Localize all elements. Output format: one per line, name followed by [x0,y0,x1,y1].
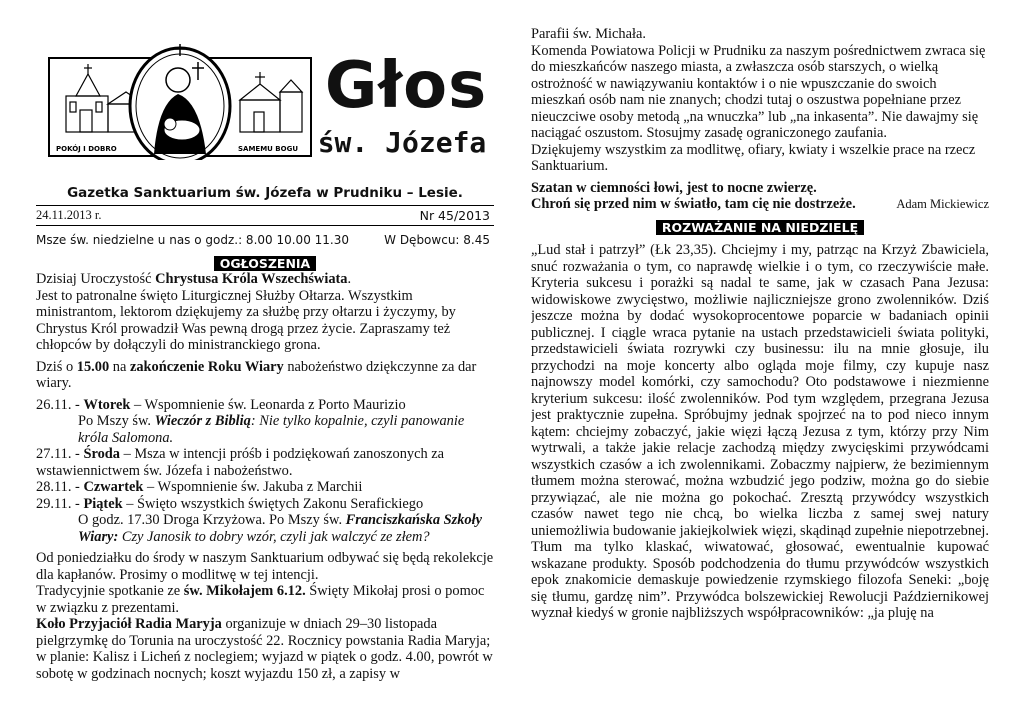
parish-note: Parafii św. Michała. [531,26,646,42]
announcement-year-of-faith: Dziś o 15.00 na zakończenie Roku Wiary nabożeństwo dziękczynne za dar wiary. [36,358,477,391]
logo-right-motto: SAMEMU BOGU [238,145,299,153]
reflection-text: „Lud stał i patrzył” (Łk 23,35). Chciejmy i my, patrząc na Krzyż Zbawiciela, snuć rozważania o tym, co naprawdę wielkie i o tym, co rzeczywiście małe. Kryteria sukcesu i porażki są nadal te same, jak w czasach Pana Jezusa: widowiskowe zwycięstwo, możliwie najliczniejsze grono zwolenników. Dziś jeszcze można by dodać wysokoprocentowe poparcie w badaniach opinii publicznej. I ciągle wraca pytanie na ustach przedstawicieli świata polityki, przedstawicieli świata rozrywki czy businessu: ilu na mnie głosuje, ilu przychodzi na moje koncerty albo ogląda moje filmy, czy kupuje nasz najnowszy model komórki, czy samochodu? Oto podstawowe i niezmienne kryterium sukcesu: ilość zwolenników. Pod tym względem, przegrana Jezusa jest praktycznie zupełna. Spróbujmy jednak spojrzeć na to pod nieco innym kątem: chciejmy zobaczyć, jakie więzi łączą Jezusa z tym, którzy przy Nim wytrwali, a także jakie relacje zachodzą między zwycięskimi przywódcami wszystkich czasów a ich zwolennikami. Zobaczmy najpierw, że bezimiennym tłumem można sterować, można wzbudzić jego podziw, można go do siebie przywiązać, ale nie można go pokochać. Zresztą przywódcy wszystkich czasów nawet tego nie chcą, bo wielka liczba z samej swej natury uniemożliwia budowanie jakiejkolwiek więzi, skądinąd zupełnie niepotrzebnej. Tłum ma tylko klaskać, wiwatować, głosować, ewentualnie kupować wskazane produkty. Sposób podchodzenia do tłumu przywódców wszystkich epok znakomicie demaskuje powiedzenie rzymskiego filozofa Seneki: „boję się tłumu, gardzę nim”. Przywódca bolszewickiej Rewolucji Październikowej wyznał kiedyś w gronie najbliższych współpracowników: „ja pluję na [531,242,989,621]
reflection-heading: ROZWAŻANIE NA NIEDZIELĘ [656,220,864,235]
schedule-wednesday: 27.11. - Środa – Msza w intencji próśb i podziękowań zanoszonych za wstawiennictwem św. Józefa i nabożeństwo. [36,446,445,479]
schedule-thursday: 28.11. - Czwartek – Wspomnienie św. Jakuba z Marchii [36,479,363,495]
announcements-heading-wrap [36,253,494,272]
church-right-icon [240,72,302,132]
announcement-solemnity: Dzisiaj Uroczystość Chrystusa Króla Wszechświata. [36,271,352,287]
left-column [36,20,494,720]
schedule-friday-detail: O godz. 17.30 Droga Krzyżowa. Po Mszy św. Franciszkańska Szkoły Wiary: Czy Janosik to dobry wzór, czyli jak walczyć ze złem? [78,512,483,545]
schedule-tuesday: 26.11. - Wtorek – Wspomnienie św. Leonarda z Porto Maurizio [36,396,406,413]
announcement-pilgrimage: Koło Przyjaciół Radia Maryja organizuje w dniach 29–30 listopada pielgrzymkę do Torunia na uroczystość 22. Rocznicy powstania Radia Maryja; w planie: Kalisz i Licheń z noclegiem; wyjazd w piątek o godz. 4.00, powrót w sobotę w godzinach nocnych; koszt wyjazdu 150 zł, a zapisy w [36,616,493,682]
quote-line-2: Chroń się przed nim w światło, tam cię nie dostrzeże. Adam Mickiewicz [531,196,989,212]
divider [36,225,494,226]
mass-times-main: Msze św. niedzielne u nas o godz.: 8.00 10.00 11.30 [36,233,349,247]
logo-left-motto: POKÓJ I DOBRO [56,145,117,153]
announcement-st-nicholas: Tradycyjnie spotkanie ze św. Mikołajem 6.12. Święty Mikołaj prosi o pomoc w związku z prezentami. [36,583,485,616]
thanks-note: Dziękujemy wszystkim za modlitwę, ofiary, kwiaty i wszelkie prace na rzecz Sanktuarium. [531,141,976,174]
saint-joseph-icon [130,44,230,160]
police-warning: Komenda Powiatowa Policji w Prudniku za naszym pośrednictwem zwraca się do mieszkańców naszego miasta, a zwłaszcza osób starszych, o wielką ostrożność w nawiązywaniu kontaktów i o nie wpuszczanie do swoich mieszkań osób nam nie znanych; chodzi tutaj o oszustwa popełniane przez nieuczciwe osoby metodą „na wnuczka” lub „na inkasenta”. Nie dawajmy się naciągać oszustom. Stosujmy zasadę ograniczonego zaufania. [531,42,986,141]
sanctuary-logo [48,44,312,160]
mass-times [36,233,494,247]
newsletter-subtitle: św. Józefa [317,126,487,159]
mass-times-debowiec: W Dębowcu: 8.45 [384,233,490,247]
quote [531,180,989,213]
quote-author: Adam Mickiewicz [896,197,989,211]
announcements-heading: OGŁOSZENIA [214,256,317,271]
divider [36,205,494,206]
schedule-friday: 29.11. - Piątek – Święto wszystkich świętych Zakonu Serafickiego [36,495,424,512]
announcement-servers: Jest to patronalne święto Liturgicznej Służby Ołtarza. Wszystkim ministrantom, lektorom dziękujemy za służbę przy ołtarzu i życzymy, by Chrystus Król prowadził Was pewną drogą przez życie. Zapraszamy też chłopców by dołączyli do ministranckiego grona. [36,287,456,353]
issue-number: Nr 45/2013 [419,208,490,223]
schedule-tuesday-detail: Po Mszy św. Wieczór z Biblią: Nie tylko kopalnie, czyli panowanie króla Salomona. [78,413,465,446]
quote-line-1: Szatan w ciemności łowi, jest to nocne zwierzę. [531,179,817,196]
reflection-heading-wrap [531,220,989,237]
announcements-body [36,271,494,682]
gazette-line: Gazetka Sanktuarium św. Józefa w Prudniku – Lesie. [67,185,463,201]
newsletter-title: Głos [324,49,488,123]
right-column [531,26,989,720]
logo-graphic [48,44,312,160]
issue-date: 24.11.2013 r. [36,208,102,222]
announcement-retreat: Od poniedziałku do środy w naszym Sanktuarium odbywać się będą rekolekcje dla kapłanów. Prosimy o modlitwę w tej intencji. [36,550,494,583]
